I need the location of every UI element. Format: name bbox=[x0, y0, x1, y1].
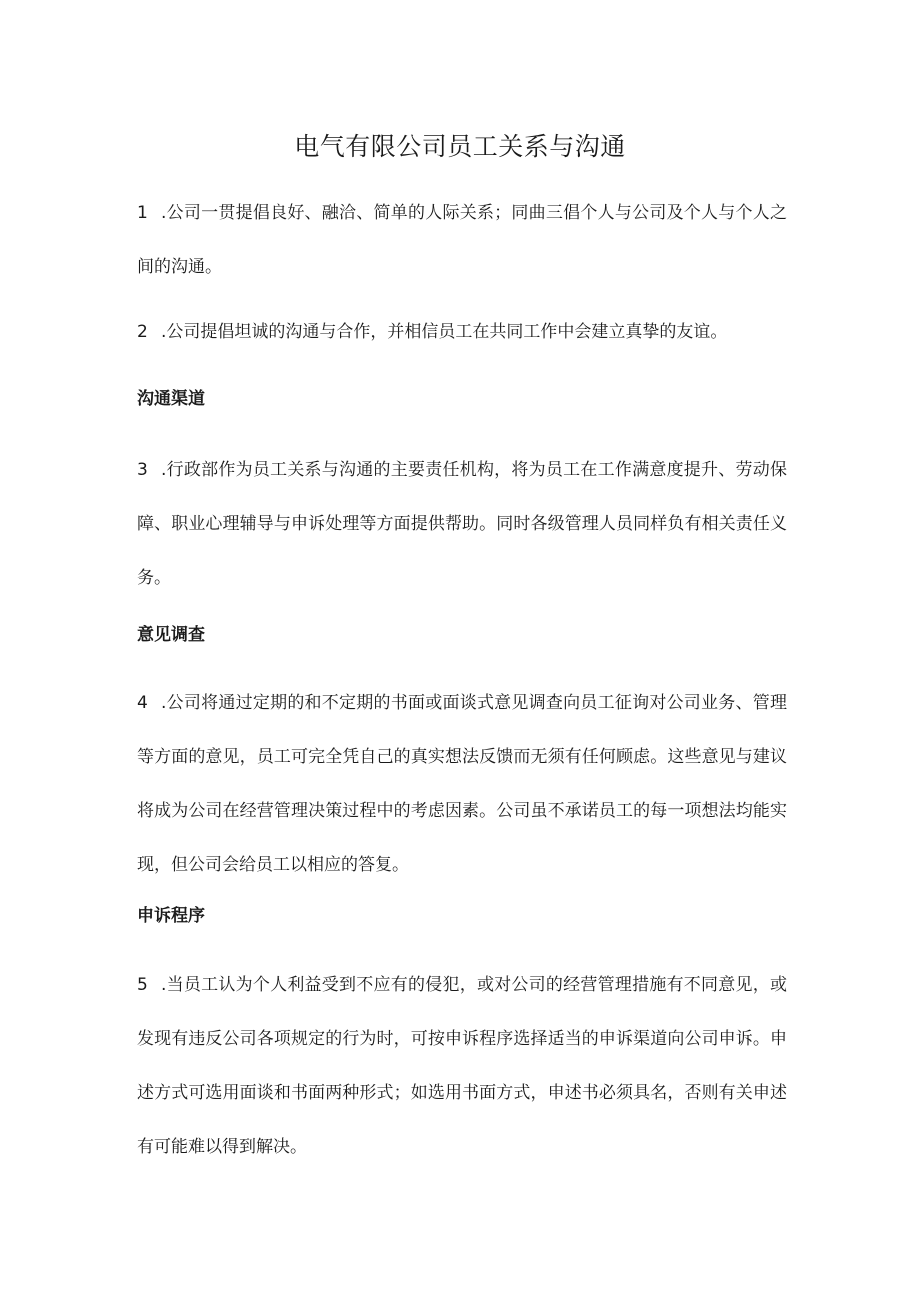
paragraph-number: 4 bbox=[137, 693, 148, 713]
paragraph-number: 3 bbox=[137, 460, 148, 480]
section-heading-appeal: 申诉程序 bbox=[137, 906, 205, 926]
paragraph-text: .行政部作为员工关系与沟通的主要责任机构，将为员工在工作满意度提升、劳动保障、职业心理辅导与申诉处理等方面提供帮助。同时各级管理人员同样负有相关责任义务。 bbox=[137, 460, 787, 588]
paragraph-5 bbox=[137, 958, 787, 1174]
page-title: 电气有限公司员工关系与沟通 bbox=[294, 132, 626, 161]
section-heading-survey: 意见调查 bbox=[137, 625, 205, 645]
section-heading-channels: 沟通渠道 bbox=[137, 389, 205, 409]
paragraph-text: .公司一贯提倡良好、融洽、简单的人际关系；同曲三倡个人与公司及个人与个人之间的沟通。 bbox=[137, 203, 787, 277]
paragraph-number: 1 bbox=[137, 203, 148, 223]
paragraph-text: .当员工认为个人利益受到不应有的侵犯，或对公司的经营管理措施有不同意见，或发现有违反公司各项规定的行为时，可按申诉程序选择适当的申诉渠道向公司申诉。申述方式可选用面谈和书面两种形式；如选用书面方式，申述书必须具名，否则有关申述有可能难以得到解决。 bbox=[137, 975, 787, 1157]
paragraph-4 bbox=[137, 676, 787, 892]
paragraph-number: 5 bbox=[137, 975, 148, 995]
paragraph-text: .公司将通过定期的和不定期的书面或面谈式意见调查向员工征询对公司业务、管理等方面的意见，员工可完全凭自己的真实想法反馈而无须有任何顾虑。这些意见与建议将成为公司在经营管理决策过程中的考虑因素。公司虽不承诺员工的每一项想法均能实现，但公司会给员工以相应的答复。 bbox=[137, 693, 787, 875]
paragraph-text: .公司提倡坦诚的沟通与合作，并相信员工在共同工作中会建立真挚的友谊。 bbox=[161, 322, 728, 342]
paragraph-2 bbox=[137, 305, 787, 359]
paragraph-number: 2 bbox=[137, 322, 148, 342]
paragraph-3 bbox=[137, 443, 787, 605]
paragraph-1 bbox=[137, 186, 787, 294]
